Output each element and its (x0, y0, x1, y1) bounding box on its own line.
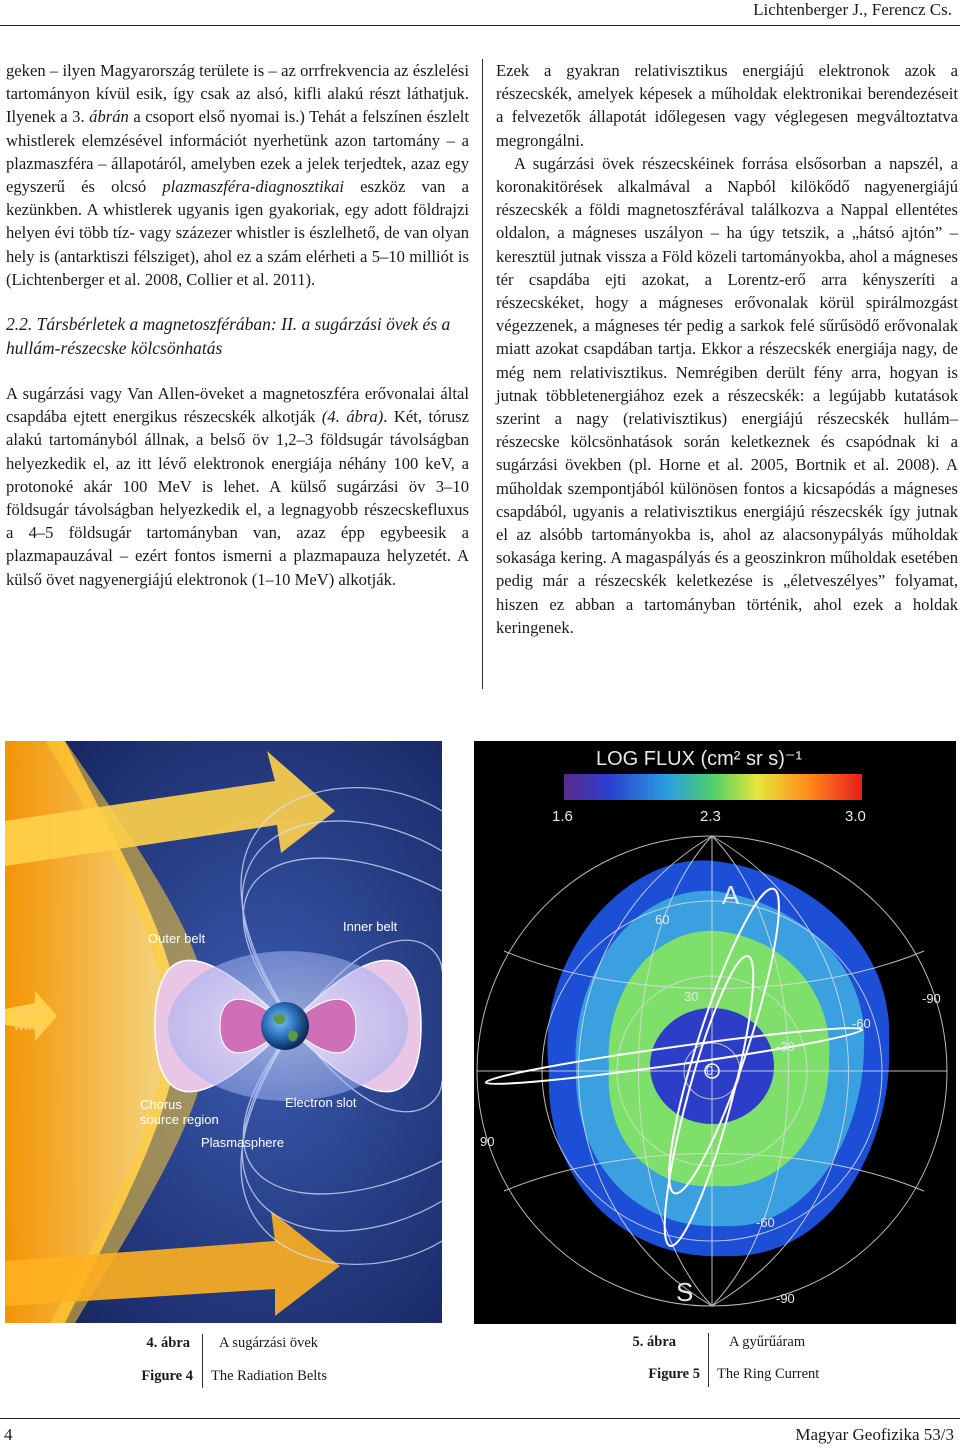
scale-tick-mid: 2.3 (700, 808, 721, 825)
radiation-belts-illustration (5, 741, 442, 1323)
figure-5-title-hu: A gyűrűáram (729, 1334, 806, 1350)
figure-4-number-hu: 4. ábra (146, 1335, 190, 1351)
figure-4-caption (0, 1334, 480, 1394)
label-plasmasphere: Plasmasphere (201, 1135, 285, 1150)
text-span: geken – ilyen Magyarország területe is – az orrfrekvencia az észlelési tartományon kívül esik, így csak az alsó, kifli alakú részt láthatjuk. Ilyenek a 3. (6, 61, 469, 127)
journal-name: Magyar Geofizika 53/3 (795, 1425, 954, 1444)
caption-divider (202, 1334, 203, 1388)
figure-4-radiation-belts (5, 741, 442, 1323)
scale-tick-max: 3.0 (845, 808, 866, 825)
footer-rule (0, 1418, 960, 1419)
figure-5-number-en: Figure 5 (648, 1366, 700, 1382)
label-inner-belt: Inner belt (343, 919, 398, 934)
label-solar-wind-line2: wind (14, 1018, 44, 1033)
label-solar-wind-line1: Solar (14, 1003, 47, 1018)
label-chorus-line2: source region (140, 1112, 219, 1127)
italic-span: ábrán (89, 107, 129, 127)
color-scale-bar (564, 774, 862, 800)
color-scale-title: LOG FLUX (cm² sr s)⁻¹ (596, 748, 803, 770)
grid-label-90-left: 90 (480, 1134, 495, 1149)
section-heading: 2.2. Társbérletek a magnetoszférában: II. a sugárzási övek és a hullám-részecske kölcsönhatás (6, 314, 451, 358)
label-electron-slot: Electron slot (285, 1095, 357, 1110)
right-paragraph-2: A sugárzási övek részecskéinek forrása elsősorban a napszél, a koronakitörések alkalmával a Napból kilökődő nagyenergiájú részecskék a földi magnetoszférával találkozva a Nappal ellentétes oldalon, a mágneses uszályon – ha úgy tetszik, a „hátsó ajtón” – keresztül jutnak vissza a Föld közeli tartományokba, ahol a mágneses tér csapdába ejti azokat, a Lorentz-erő arra kényszeríti a részecskéket, hogy a mágneses erővonalak körül spirálmozgást végezzenek, a mágneses tér pedig a sarkok felé sűrűsödő erővonalak miatt azokat csapdában tartja. Ekkor a részecskék energiája nagy, de még nem relativisztikus. Nemrégiben derült fény arra, hogyan is jutnak többletenergiához ezek a részecskék: a legújabb kutatások szerint a nagy (relativisztikus) energiájú részecskék hullám–részecske kölcsönhatások során keletkeznek és csapódnak ki a sugárzási övekben (pl. Horne et al. 2005, Bortnik et al. 2008). A műholdak szempontjából különösen fontos a kicsapódás a mágneses csapdából, ugyanis a relativisztikus energiájú részecskék így jutnak el az alsóbb tartományokba is, ahol az alacsonypályás műholdak sokasága kering. A magaspályás és a geoszinkron műholdak esetében pedig már a részecskék keletkezése is „életveszélyes” folyamat, hiszen ez abban a tartományban történik, ahol ezek a holdak keringenek. (496, 153, 958, 637)
figure-5-title-en: The Ring Current (717, 1366, 820, 1382)
figure-5-ring-current (474, 741, 956, 1324)
figure-5-caption (480, 1333, 960, 1393)
grid-label-60: 60 (655, 912, 670, 927)
caption-divider (708, 1333, 709, 1387)
grid-label-minus-60-bottom: -60 (756, 1215, 775, 1230)
label-chorus-source-region (140, 1097, 219, 1127)
grid-label-30: 30 (684, 989, 699, 1004)
page-number: 4 (4, 1425, 13, 1444)
grid-label-minus-30: -30 (776, 1039, 795, 1054)
italic-span: plazmaszféra-diagnosztikai (162, 177, 344, 197)
figure-4-title-hu: A sugárzási övek (219, 1335, 319, 1351)
label-chorus-line1: Chorus (140, 1097, 182, 1112)
header-rule (0, 25, 960, 26)
grid-label-minus-60-right: -60 (852, 1016, 871, 1031)
running-head: Lichtenberger J., Ferencz Cs. (753, 0, 952, 19)
ring-current-flux-map (474, 741, 956, 1324)
scale-tick-min: 1.6 (552, 808, 573, 825)
text-span: A sugárzási vagy Van Allen-öveket a magnetoszféra erővonalai által csapdába ejtett energikus részecskék alkotják (6, 384, 469, 427)
grid-label-minus-90-bottom: -90 (776, 1291, 795, 1306)
left-column (6, 59, 469, 591)
grid-label-minus-90-right: -90 (922, 991, 941, 1006)
text-span: a csoport első nyomai is.) Tehát a felszínen észlelt whistlerek elemzésével információt nyerhetünk azon tartomány – a plazmaszféra – állapotáról, amelyben ezek a jelek terjedtek, azaz egy egyszerű és olcsó (6, 107, 469, 197)
column-divider (482, 59, 483, 689)
text-span: . Két, tórusz alakú tartományból állnak, a belső öv 1,2–3 földsugár távolságban helyezkedik el, az itt lévő elektronok energiája néhány 100 keV, a protonoké akár 100 MeV is lehet. A külső sugárzási öv 3–10 földsugár távolságban helyezkedik el, a legnagyobb részecskefluxus a 4–5 földsugár tartományban van, azaz épp egybeesik a plazmapauzával – ezért fontos ismerni a plazmapauza helyzetét. A külső övet nagyenergiájú elektronok (1–10 MeV) alkotják. (6, 407, 469, 589)
label-outer-belt: Outer belt (148, 931, 206, 946)
figure-4-title-en: The Radiation Belts (211, 1368, 327, 1384)
left-paragraph-1 (6, 59, 469, 291)
label-solar-wind (14, 1003, 47, 1033)
figure-5-number-hu: 5. ábra (632, 1334, 676, 1350)
marker-a: A (722, 880, 740, 910)
italic-span: (4. ábra) (321, 407, 384, 427)
marker-s: S (676, 1277, 694, 1307)
figure-4-number-en: Figure 4 (141, 1368, 193, 1384)
earth (261, 1002, 309, 1050)
right-column (496, 59, 958, 639)
left-paragraph-2 (6, 382, 469, 591)
right-paragraph-1: Ezek a gyakran relativisztikus energiájú elektronok azok a részecskék, amelyek képesek a műholdak elektronikai berendezéseit a felvezetők állapotát időlegesen vagy véglegesen megváltoztatva megrongálni. (496, 61, 958, 150)
grid-label-0: 0 (706, 1063, 714, 1078)
text-span: eszköz van a kezünkben. A whistlerek ugyanis igen gyakoriak, egy adott földrajzi helyen évi több tíz- vagy százezer whistler is észlelhető, de van olyan hely is (antarktiszi félsziget), ahol ez a szám elérheti a 5–10 milliót is (Lichtenberger et al. 2008, Collier et al. 2011). (6, 177, 469, 289)
